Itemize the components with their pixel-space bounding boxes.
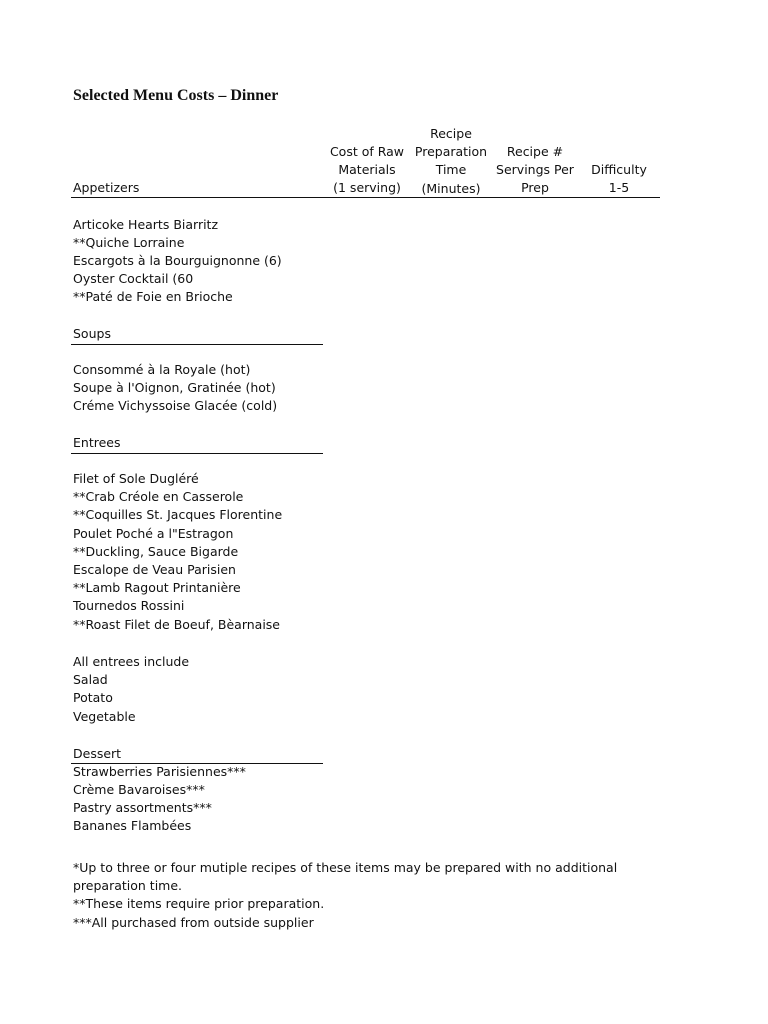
item-name: Escalope de Veau Parisien — [73, 562, 236, 577]
footnote: ***All purchased from outside supplier — [73, 914, 314, 930]
item-name: Filet of Sole Dugléré — [73, 471, 199, 486]
section-heading: Dessert — [73, 745, 122, 761]
header-time-line: (Minutes) — [421, 180, 481, 196]
header-servings-line: Recipe # — [506, 144, 564, 159]
header-time-line: Time — [435, 162, 467, 178]
header-servings — [493, 143, 577, 198]
header-difficulty-line: Difficulty — [591, 162, 647, 177]
page-title: Selected Menu Costs – Dinner — [73, 87, 279, 104]
header-cost-line: (1 serving) — [333, 180, 401, 196]
header-difficulty-line: 1-5 — [608, 180, 630, 196]
section-heading: Appetizers — [73, 180, 140, 195]
item-name: Strawberries Parisiennes*** — [73, 763, 246, 779]
section-rule — [71, 344, 323, 345]
item-name: Articoke Hearts Biarritz — [73, 216, 219, 232]
header-difficulty — [577, 161, 661, 197]
item-name: Oyster Cocktail (60 — [73, 271, 194, 287]
item-name: Potato — [73, 690, 113, 706]
item-name: Poulet Poché a l"Estragon — [73, 525, 234, 541]
header-time-line: Preparation — [414, 144, 488, 160]
item-name: Consommé à la Royale (hot) — [73, 362, 251, 377]
item-name: Créme Vichyssoise Glacée (cold) — [73, 398, 278, 414]
footnote: preparation time. — [73, 878, 183, 894]
item-name: **Paté de Foie en Brioche — [73, 289, 233, 305]
item-name: **Lamb Ragout Printanière — [73, 580, 241, 596]
item-name: **Duckling, Sauce Bigarde — [73, 543, 239, 559]
item-name: Vegetable — [73, 708, 136, 724]
section-rule — [71, 453, 323, 454]
item-name: **Crab Créole en Casserole — [73, 489, 244, 505]
item-name: Bananes Flambées — [73, 818, 192, 834]
item-name: Escargots à la Bourguignonne (6) — [73, 252, 282, 268]
item-name: Salad — [73, 672, 108, 688]
item-name: **Coquilles St. Jacques Florentine — [73, 507, 283, 523]
header-cost-line: Materials — [338, 162, 396, 178]
header-time — [409, 125, 493, 198]
header-cost-line: Cost of Raw — [329, 144, 405, 159]
header-servings-line: Servings Per — [496, 162, 574, 178]
item-name: Soupe à l'Oignon, Gratinée (hot) — [73, 380, 276, 396]
header-time-line: Recipe — [430, 126, 472, 141]
header-cost — [325, 143, 409, 198]
header-servings-line: Prep — [521, 180, 549, 196]
section-heading: Soups — [73, 326, 111, 341]
item-name: **Roast Filet de Boeuf, Bèarnaise — [73, 616, 280, 632]
item-name: Pastry assortments*** — [73, 800, 212, 816]
section-heading: Entrees — [73, 435, 121, 450]
item-name: Crème Bavaroises*** — [73, 781, 205, 797]
item-name: **Quiche Lorraine — [73, 234, 185, 250]
footnote: *Up to three or four mutiple recipes of these items may be prepared with no additional — [73, 860, 618, 875]
header-rule — [71, 197, 660, 198]
footnote: **These items require prior preparation. — [73, 896, 325, 912]
section-heading: All entrees include — [73, 654, 190, 669]
item-name: Tournedos Rossini — [73, 598, 185, 614]
